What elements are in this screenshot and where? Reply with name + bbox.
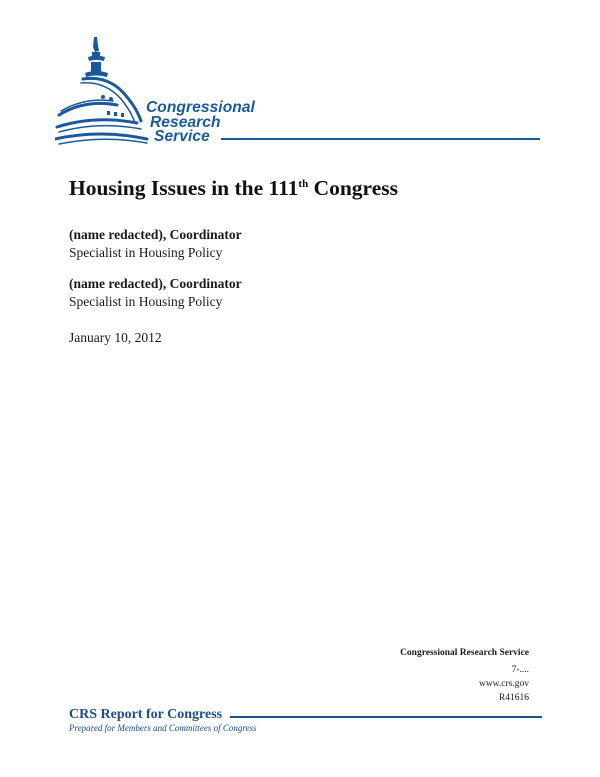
author-role: Specialist in Housing Policy bbox=[69, 294, 223, 309]
report-meta bbox=[400, 646, 529, 705]
author-name: (name redacted), Coordinator bbox=[69, 276, 242, 291]
page-title bbox=[69, 176, 398, 201]
meta-report-number: R41616 bbox=[498, 693, 529, 703]
title-end: Congress bbox=[308, 176, 398, 200]
meta-organization: Congressional Research Service bbox=[400, 648, 529, 658]
brand-line-2: Research bbox=[150, 113, 221, 131]
footer-rule bbox=[230, 716, 542, 718]
footer-subtitle: Prepared for Members and Committees of Congress bbox=[69, 723, 257, 733]
brand-line-3: Service bbox=[154, 128, 210, 145]
report-date: January 10, 2012 bbox=[69, 330, 162, 345]
title-main: Housing Issues in the 111 bbox=[69, 176, 299, 200]
author-role: Specialist in Housing Policy bbox=[69, 245, 223, 260]
brand-line-1: Congressional bbox=[146, 99, 255, 116]
author-block bbox=[69, 226, 242, 262]
footer-title: CRS Report for Congress bbox=[69, 707, 223, 722]
author-name: (name redacted), Coordinator bbox=[69, 227, 242, 242]
meta-website: www.crs.gov bbox=[478, 679, 529, 689]
header-rule bbox=[221, 138, 540, 140]
title-superscript: th bbox=[298, 178, 309, 190]
meta-phone: 7-.... bbox=[511, 665, 529, 675]
author-block bbox=[69, 275, 242, 311]
